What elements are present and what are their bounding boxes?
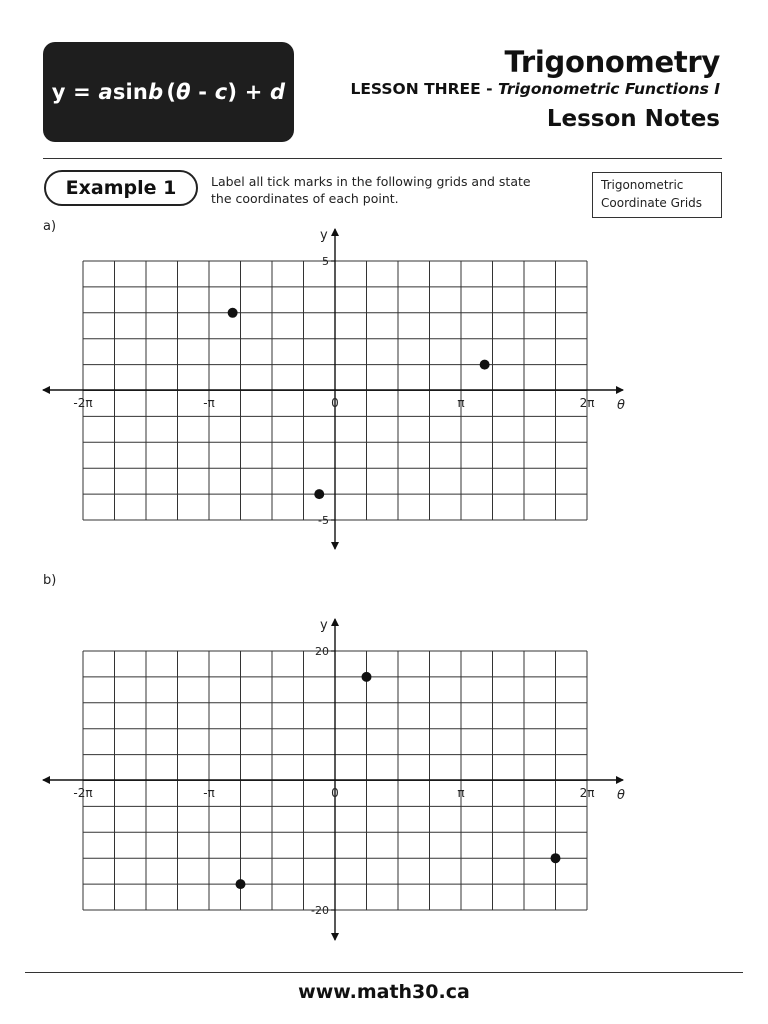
- grid-a: [43, 228, 625, 549]
- x-axis-title: θ: [617, 398, 625, 413]
- x-tick-label: 0: [331, 786, 339, 800]
- formula-open-paren: (: [166, 80, 177, 104]
- plotted-point: [362, 672, 372, 682]
- x-tick-label: -π: [203, 396, 215, 410]
- plotted-point: [228, 308, 238, 318]
- page-title: Trigonometry: [504, 45, 720, 79]
- section-title: Lesson Notes: [546, 106, 720, 132]
- y-tick-label: 5: [322, 255, 329, 268]
- x-tick-label: -π: [203, 786, 215, 800]
- y-axis-title: y: [320, 618, 328, 633]
- footer-url[interactable]: www.math30.ca: [298, 981, 470, 1003]
- y-tick-label: -20: [311, 904, 329, 917]
- formula-close-paren: ): [227, 80, 238, 104]
- grid-b: [43, 618, 625, 940]
- footer-divider: [25, 972, 743, 973]
- example-instructions: Label all tick marks in the following grids and state the coordinates of each point.: [211, 174, 531, 206]
- formula-y: y: [51, 80, 66, 104]
- plotted-point: [551, 853, 561, 863]
- plotted-point: [480, 360, 490, 370]
- part-b-label: b): [43, 573, 57, 588]
- x-tick-label: -2π: [73, 786, 93, 800]
- x-axis-title: θ: [617, 788, 625, 803]
- y-tick-label: -5: [318, 514, 329, 527]
- x-tick-label: 2π: [579, 396, 595, 410]
- formula-c: c: [214, 80, 228, 104]
- formula-minus: -: [190, 80, 215, 104]
- formula-equals: =: [65, 80, 99, 104]
- lesson-subtitle: Trigonometric Functions I: [497, 80, 720, 98]
- y-axis-title: y: [320, 228, 328, 243]
- lesson-number: LESSON THREE -: [350, 80, 498, 98]
- formula-plus: +: [237, 80, 271, 104]
- plotted-point: [236, 879, 246, 889]
- x-tick-label: -2π: [73, 396, 93, 410]
- plotted-point: [314, 489, 324, 499]
- x-tick-label: π: [457, 786, 465, 800]
- formula-d: d: [270, 80, 286, 104]
- x-tick-label: 2π: [579, 786, 595, 800]
- y-tick-label: 20: [315, 645, 329, 658]
- formula-sin: sin: [112, 80, 149, 104]
- topic-tag: Trigonometric Coordinate Grids: [592, 172, 722, 218]
- x-tick-label: π: [457, 396, 465, 410]
- formula-theta: θ: [176, 80, 191, 104]
- formula-b: b: [148, 80, 164, 104]
- part-a-label: a): [43, 219, 57, 234]
- formula-a: a: [98, 80, 113, 104]
- x-tick-label: 0: [331, 396, 339, 410]
- example-label: Example 1: [44, 170, 198, 206]
